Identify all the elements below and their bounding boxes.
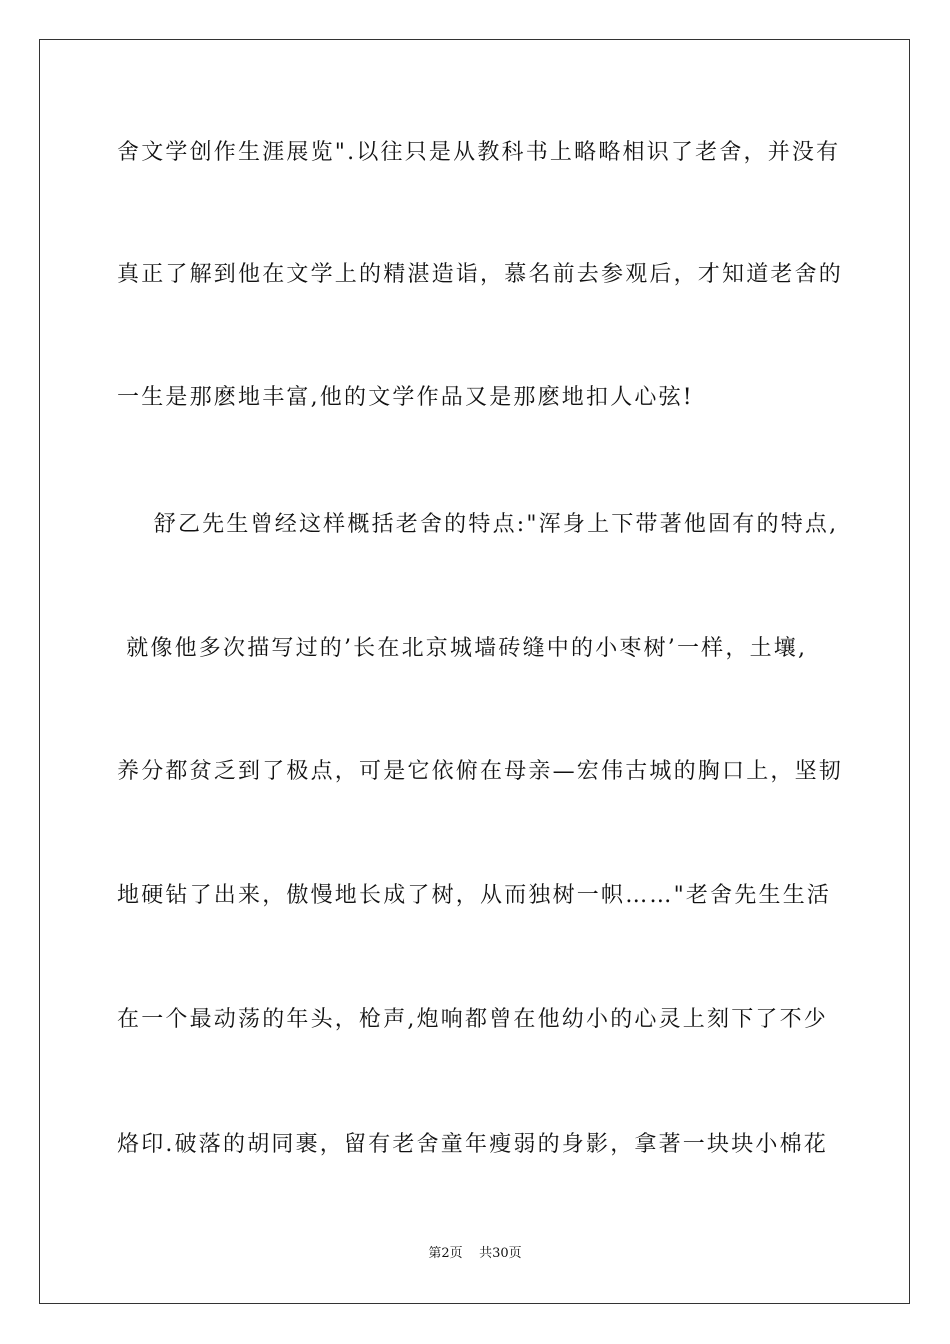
page-total: 共30页	[479, 1246, 522, 1261]
text-line: 养分都贫乏到了极点，可是它依俯在母亲—宏伟古城的胸口上，坚韧	[117, 759, 844, 784]
text-line: 在一个最动荡的年头，枪声,炮响都曾在他幼小的心灵上刻下了不少	[117, 1007, 828, 1032]
text-line: 地硬钻了出来，傲慢地长成了树，从而独树一帜……"老舍先生生活	[117, 883, 832, 908]
text-line: 一生是那麽地丰富,他的文学作品又是那麽地扣人心弦!	[117, 385, 694, 410]
text-line: 烙印.破落的胡同裹，留有老舍童年瘦弱的身影，拿著一块块小棉花	[117, 1132, 828, 1157]
text-line: 就像他多次描写过的’长在北京城墙砖缝中的小枣树’一样，土壤,	[117, 636, 808, 661]
text-line: 真正了解到他在文学上的精湛造诣，慕名前去参观后，才知道老舍的	[117, 262, 844, 287]
page-number: 第2页	[428, 1246, 463, 1261]
page-footer	[0, 1246, 950, 1262]
page-border	[39, 39, 910, 1304]
text-line: 舒乙先生曾经这样概括老舍的特点:"浑身上下带著他固有的特点,	[117, 512, 839, 537]
text-line: 舍文学创作生涯展览".以往只是从教科书上略略相识了老舍，并没有	[117, 140, 841, 165]
